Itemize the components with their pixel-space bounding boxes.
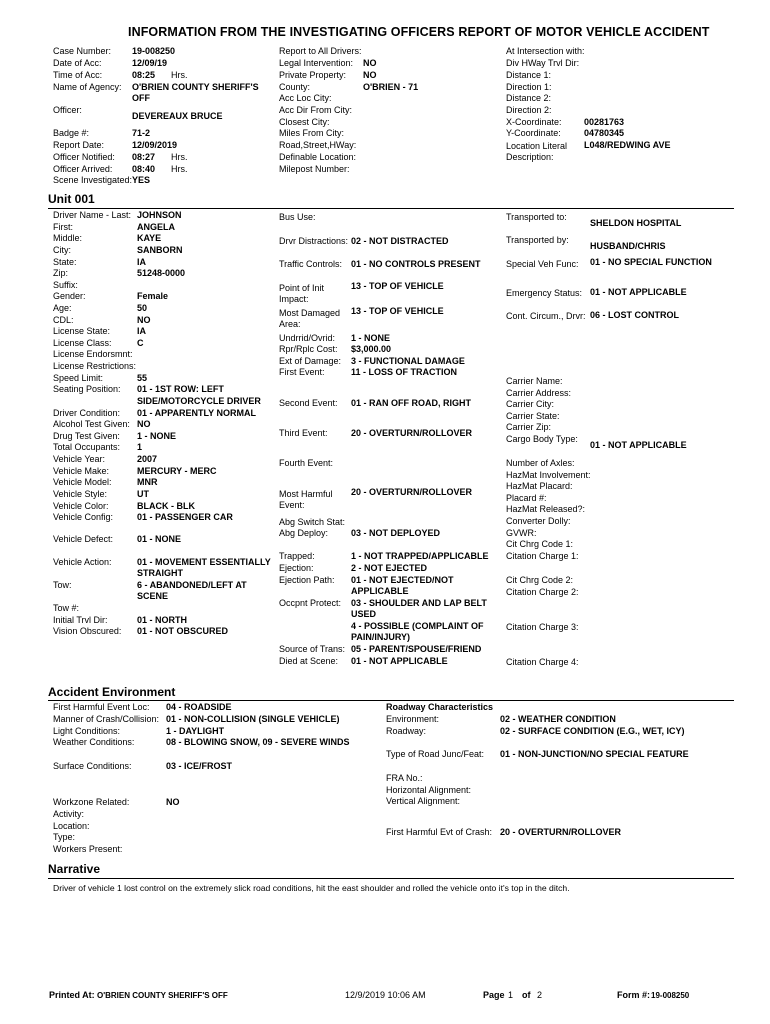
unit-field-label: Total Occupants: <box>53 442 121 453</box>
unit-field-value: 2007 <box>137 454 158 464</box>
unit-field-label: Gender: <box>53 291 86 302</box>
footer-form-value: 19-008250 <box>651 991 690 1000</box>
field-workers-present: Workers Present: <box>53 843 123 854</box>
unit-field-label: Suffix: <box>53 279 78 290</box>
cit2-fields <box>506 575 579 598</box>
field-gvwr: GVWR: <box>506 527 537 538</box>
footer-page-num: 1 <box>508 990 514 1000</box>
footer-printed-value: O'BRIEN COUNTY SHERIFF'S OFF <box>97 991 228 1000</box>
unit-field-label: State: <box>53 256 77 267</box>
field-placard-number: Placard #: <box>506 492 547 503</box>
roadway-title: Roadway Characteristics <box>386 702 494 712</box>
narrative-title: Narrative <box>48 862 101 876</box>
unit-field-value: MERCURY - MERC <box>137 465 217 476</box>
environment-divider <box>48 700 734 701</box>
unit-field-label: Middle: <box>53 233 83 244</box>
unit-field-label: Age: <box>53 303 72 313</box>
field-type: Type: <box>53 832 76 843</box>
footer-datetime: 12/9/2019 10:06 AM <box>345 990 426 1000</box>
unit-field-label: Alcohol Test Given: <box>53 419 130 430</box>
unit-field-label: Driver Name - Last: <box>53 210 132 220</box>
unit-field-label: Speed Limit: <box>53 372 104 383</box>
field-citation-charge-2: Citation Charge 2: <box>506 586 579 597</box>
field-citation-charge-3: Citation Charge 3: <box>506 622 579 632</box>
unit-field-label: Zip: <box>53 268 69 279</box>
field-fra-no: FRA No.: <box>386 773 423 783</box>
unit-field-value: 01 - 1ST ROW: LEFT <box>137 384 224 395</box>
unit-field-label: Drug Test Given: <box>53 430 120 441</box>
unit-field-value: UT <box>137 488 149 499</box>
unit-field-value: KAYE <box>137 233 162 244</box>
unit-field-value: 01 - APPARENTLY NORMAL <box>137 407 257 418</box>
unit-divider <box>48 208 734 209</box>
field-hazmat-released: HazMat Released?: <box>506 504 586 515</box>
unit-field-value: C <box>137 337 144 348</box>
unit-field-value: NO <box>137 419 151 430</box>
unit-field-label: Vehicle Style: <box>53 488 108 499</box>
unit-field-value: IA <box>137 256 146 267</box>
field-horizontal-alignment: Horizontal Alignment: <box>386 784 472 795</box>
axle-fields <box>506 458 591 562</box>
field-citation-charge-4: Citation Charge 4: <box>506 657 579 667</box>
footer-page-total: 2 <box>537 990 543 1000</box>
unit-field-value: Female <box>137 291 169 302</box>
footer-page-label: Page <box>483 990 505 1000</box>
unit-field-label: First: <box>53 221 73 232</box>
unit-field-label: City: <box>53 244 71 255</box>
field-carrier-address: Carrier Address: <box>506 387 572 398</box>
unit-field-label: Vehicle Color: <box>53 500 109 511</box>
unit-field-value: 50 <box>137 303 148 313</box>
unit-field-label: Driver Condition: <box>53 407 121 418</box>
unit-field-value: NO <box>137 314 151 325</box>
field-cit-chrg-code-2: Cit Chrg Code 2: <box>506 575 574 585</box>
alignment-fields <box>386 773 471 808</box>
report-title: INFORMATION FROM THE INVESTIGATING OFFICERS REPORT OF MOTOR VEHICLE ACCIDENT <box>128 25 710 39</box>
carrier-fields <box>506 376 571 434</box>
environment-title: Accident Environment <box>48 685 176 699</box>
footer-printed-label: Printed At: <box>49 990 95 1000</box>
field-carrier-state: Carrier State: <box>506 410 560 421</box>
unit-field-value: 1 - NONE <box>137 430 177 441</box>
unit-field-label: License Class: <box>53 337 112 348</box>
unit-field-value: ANGELA <box>137 221 175 232</box>
field-citation-charge-1: Citation Charge 1: <box>506 550 579 561</box>
field-location: Location: <box>53 820 90 831</box>
unit-field-value: SANBORN <box>137 244 183 255</box>
unit-field-value: 55 <box>137 372 148 383</box>
unit-field-label: License Endorsmnt: <box>53 349 133 360</box>
field-converter-dolly: Converter Dolly: <box>506 515 571 526</box>
field-carrier-zip: Carrier Zip: <box>506 422 552 433</box>
field-number-of-axles: Number of Axles: <box>506 458 575 468</box>
narrative-text: Driver of vehicle 1 lost control on the extremely slick road conditions, hit the east shoulder and rolled the vehicle onto it's top in the ditch. <box>53 883 570 893</box>
unit-field-label: Vehicle Make: <box>53 465 110 476</box>
unit-field-value: 1 <box>137 442 143 453</box>
narrative-divider <box>48 878 734 879</box>
field-carrier-name: Carrier Name: <box>506 376 563 386</box>
unit-field-label: License Restrictions: <box>53 361 137 372</box>
unit-field-value: MNR <box>137 477 158 488</box>
unit-field-label: Seating Position: <box>53 384 121 395</box>
unit-field-label: CDL: <box>53 314 74 325</box>
unit-field-value: BLACK - BLK <box>137 500 195 511</box>
field-activity: Activity: <box>53 809 85 819</box>
unit-field-value: 51248-0000 <box>137 268 186 279</box>
field-carrier-city: Carrier City: <box>506 399 555 410</box>
unit-title: Unit 001 <box>48 192 95 206</box>
field-hazmat-involvement: HazMat Involvement: <box>506 469 591 480</box>
workzone-fields <box>53 809 122 855</box>
unit-field-label: License State: <box>53 326 111 337</box>
footer-of-label: of <box>522 990 531 1000</box>
field-cit-chrg-code-1: Cit Chrg Code 1: <box>506 539 574 550</box>
unit-field-label: Vehicle Model: <box>53 477 112 488</box>
unit-field-value: 01 - PASSENGER CAR <box>137 512 233 523</box>
field-vertical-alignment: Vertical Alignment: <box>386 796 461 807</box>
unit-field-value: IA <box>137 326 146 337</box>
field-hazmat-placard: HazMat Placard: <box>506 481 573 492</box>
footer-form-label: Form #: <box>617 990 651 1000</box>
unit-field-value: JOHNSON <box>137 210 182 220</box>
unit-field-label: Vehicle Config: <box>53 512 114 523</box>
unit-field-label: Vehicle Year: <box>53 454 106 464</box>
unit-field-value: SIDE/MOTORCYCLE DRIVER <box>137 395 261 406</box>
